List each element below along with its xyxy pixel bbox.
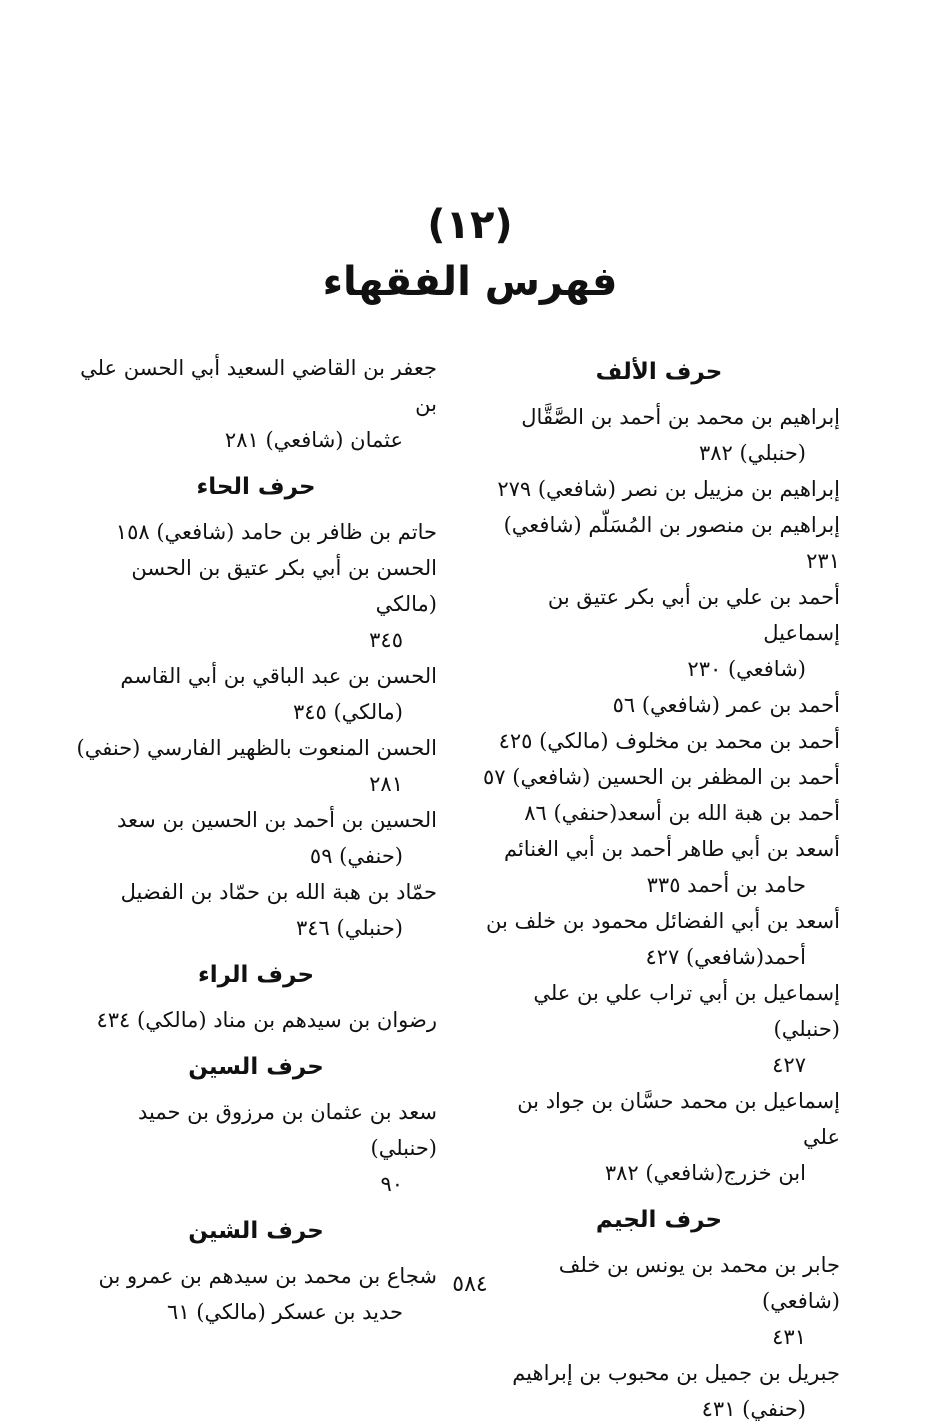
entry-continuation: ٣٤٥ <box>369 628 403 652</box>
entry-continuation: ابن خزرج(شافعي) ٣٨٢ <box>604 1161 806 1185</box>
entry-line: الحسن بن عبد الباقي بن أبي القاسم <box>120 664 437 688</box>
entry-line: أحمد بن محمد بن مخلوف (مالكي) ٤٢٥ <box>498 729 840 753</box>
entry-line: إسماعيل بن محمد حسَّان بن جواد بن علي <box>517 1089 840 1149</box>
entry-line: إبراهيم بن محمد بن أحمد بن الصَّقَّال <box>521 405 840 429</box>
index-entry <box>478 795 840 831</box>
index-entry <box>478 903 840 975</box>
entry-line: حمّاد بن هبة الله بن حمّاد بن الفضيل <box>120 880 437 904</box>
entry-line: الحسين بن أحمد بن الحسين بن سعد <box>117 808 437 832</box>
chapter-number: (١٢) <box>427 202 513 248</box>
index-entry <box>75 1002 437 1038</box>
page-number: ٥٨٤ <box>452 1272 488 1297</box>
entry-line: رضوان بن سيدهم بن مناد (مالكي) ٤٣٤ <box>96 1008 437 1032</box>
entry-continuation: ٤٣١ <box>772 1325 806 1349</box>
entry-continuation: ٢٨١ <box>369 772 403 796</box>
index-entry <box>478 471 840 507</box>
section-heading-alif: حرف الألف <box>595 359 723 385</box>
entry-continuation: ٩٠ <box>380 1172 403 1196</box>
entry-line: أحمد بن علي بن أبي بكر عتيق بن إسماعيل <box>547 585 840 645</box>
index-column-right <box>478 355 840 1427</box>
entry-line: جابر بن محمد بن يونس بن خلف (شافعي) <box>558 1253 840 1313</box>
entry-line: أسعد بن أبي الفضائل محمود بن خلف بن <box>485 909 840 933</box>
entry-line: سعد بن عثمان بن مرزوق بن حميد (حنبلي) <box>137 1100 437 1160</box>
index-entry <box>75 802 437 874</box>
entry-line: جعفر بن القاضي السعيد أبي الحسن علي بن <box>80 356 437 416</box>
entry-continuation: ٤٢٧ <box>772 1053 806 1077</box>
entry-line: الحسن المنعوت بالظهير الفارسي (حنفي) <box>76 736 437 760</box>
index-entry <box>478 579 840 687</box>
entry-line: أحمد بن هبة الله بن أسعد(حنفي) ٨٦ <box>524 801 840 825</box>
section-heading-ra: حرف الراء <box>197 962 315 988</box>
entry-continuation: (حنبلي) ٣٨٢ <box>698 441 806 465</box>
index-entry <box>75 550 437 658</box>
index-entry <box>75 874 437 946</box>
entry-line: إسماعيل بن أبي تراب علي بن علي (حنبلي) <box>533 981 840 1041</box>
index-column-left <box>75 350 437 1330</box>
index-entry <box>478 1355 840 1427</box>
entry-line: الحسن بن أبي بكر عتيق بن الحسن (مالكي <box>131 556 437 616</box>
entry-line: أحمد بن المظفر بن الحسين (شافعي) ٥٧ <box>483 765 840 789</box>
index-entry <box>478 759 840 795</box>
entry-line: جبريل بن جميل بن محبوب بن إبراهيم <box>512 1361 840 1385</box>
index-entry <box>478 687 840 723</box>
index-entry <box>75 730 437 802</box>
entry-continuation: أحمد(شافعي) ٤٢٧ <box>645 945 806 969</box>
index-entry <box>478 399 840 471</box>
entry-continuation: حديد بن عسكر (مالكي) ٦١ <box>167 1300 403 1324</box>
index-entry <box>75 1094 437 1202</box>
index-entry <box>478 507 840 579</box>
index-entry <box>478 831 840 903</box>
entry-line: شجاع بن محمد بن سيدهم بن عمرو بن <box>98 1264 437 1288</box>
section-heading-shin: حرف الشين <box>188 1218 324 1244</box>
entry-line: أحمد بن عمر (شافعي) ٥٦ <box>612 693 840 717</box>
entry-continuation: (شافعي) ٢٣٠ <box>687 657 806 681</box>
entry-line: أسعد بن أبي طاهر أحمد بن أبي الغنائم <box>503 837 840 861</box>
entry-line: حاتم بن ظافر بن حامد (شافعي) ١٥٨ <box>115 520 437 544</box>
section-heading-ha: حرف الحاء <box>196 474 316 500</box>
index-entry <box>75 658 437 730</box>
entry-line: إبراهيم بن منصور بن المُسَلّم (شافعي) ٢٣١ <box>503 513 840 573</box>
index-entry <box>478 975 840 1083</box>
title-block <box>0 200 940 312</box>
section-heading-jim: حرف الجيم <box>595 1207 723 1233</box>
entry-continuation: عثمان (شافعي) ٢٨١ <box>224 428 403 452</box>
index-entry <box>75 514 437 550</box>
index-entry <box>478 1247 840 1355</box>
section-heading-sin: حرف السين <box>188 1054 324 1080</box>
chapter-title: فهرس الفقهاء <box>322 259 618 305</box>
entry-continuation: (حنبلي) ٣٤٦ <box>295 916 403 940</box>
entry-line: إبراهيم بن مزييل بن نصر (شافعي) ٢٧٩ <box>497 477 840 501</box>
entry-continuation: (حنفي) ٥٩ <box>309 844 403 868</box>
index-entry <box>478 1083 840 1191</box>
entry-continuation: حامد بن أحمد ٣٣٥ <box>646 873 806 897</box>
index-entry <box>478 723 840 759</box>
index-entry <box>75 350 437 458</box>
entry-continuation: (مالكي) ٣٤٥ <box>292 700 403 724</box>
entry-continuation: (حنفي) ٤٣١ <box>701 1397 806 1421</box>
